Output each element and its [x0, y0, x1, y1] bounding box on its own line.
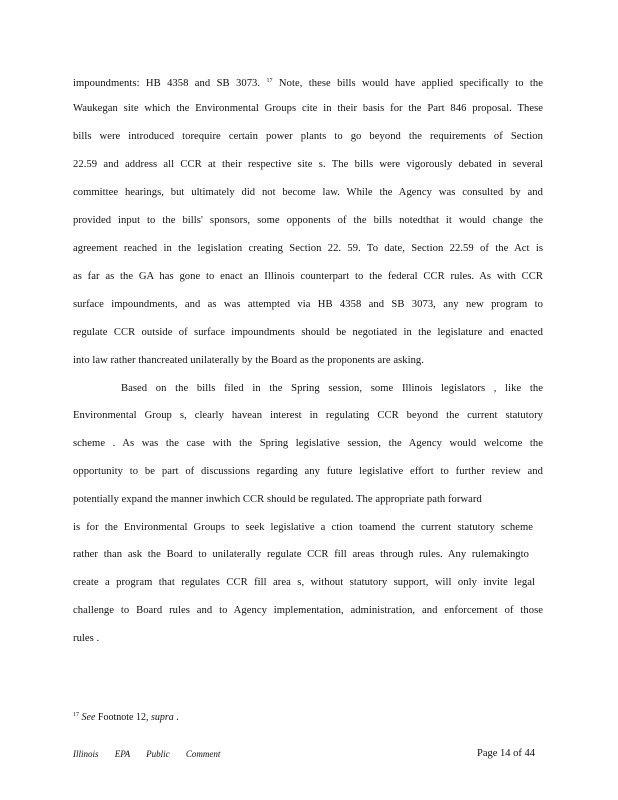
footnote-reference[interactable]: 17	[266, 78, 273, 84]
body-line: committee hearings, but ultimately did not become law. While the Agency was consulted by and	[73, 187, 543, 198]
body-line: bills were introduced torequire certain power plants to go beyond the requirements of Section	[73, 131, 543, 142]
body-line: scheme . As was the case with the Spring legislative session, the Agency would welcome the	[73, 438, 543, 449]
body-line: is for the Environmental Groups to seek legislative a ction toamend the current statutory scheme	[73, 522, 533, 533]
body-text: Note, these bills would have applied specifically to the	[278, 78, 544, 89]
body-line: Environmental Group s, clearly havean interest in regulating CCR beyond the current statutory	[73, 410, 543, 421]
body-line: as far as the GA has gone to enact an Illinois counterpart to the federal CCR rules. As with CCR	[73, 271, 543, 282]
footnote-supra: supra	[150, 712, 174, 723]
body-line: agreement reached in the legislation creating Section 22. 59. To date, Section 22.59 of the Act is	[73, 243, 543, 254]
body-line	[73, 74, 543, 91]
body-line: 22.59 and address all CCR at their respective site s. The bills were vigorously debated in several	[73, 159, 543, 170]
body-line: create a program that regulates CCR fill area s, without statutory support, will only invite legal	[73, 577, 535, 588]
page-number: Page 14 of 44	[477, 748, 536, 759]
body-line: potentially expand the manner inwhich CCR should be regulated. The appropriate path forward	[73, 494, 482, 505]
body-line: regulate CCR outside of surface impoundments should be negotiated in the legislature and enacted	[73, 327, 543, 338]
footnote-marker: 17	[73, 712, 79, 718]
body-line: Based on the bills filed in the Spring session, some Illinois legislators , like the	[121, 383, 543, 394]
body-line: challenge to Board rules and to Agency implementation, administration, and enforcement of those	[73, 605, 543, 616]
body-line: into law rather thancreated unilaterally by the Board as the proponents are asking.	[73, 355, 424, 366]
body-line: surface impoundments, and as was attempted via HB 4358 and SB 3073, any new program to	[73, 299, 543, 310]
footnote-see: See	[81, 712, 96, 723]
footnote-text: Footnote 12,	[97, 712, 149, 723]
body-line: provided input to the bills' sponsors, some opponents of the bills notedthat it would change the	[73, 215, 543, 226]
body-text: impoundments: HB 4358 and SB 3073.	[73, 78, 261, 89]
footnote	[73, 712, 179, 723]
body-line: rules .	[73, 633, 100, 644]
body-line: Waukegan site which the Environmental Groups cite in their basis for the Part 846 proposal. These	[73, 103, 543, 114]
footnote-end: .	[176, 712, 179, 723]
body-line: rather than ask the Board to unilaterally regulate CCR fill areas through rules. Any rulemakingto	[73, 549, 529, 560]
footer-source: Illinois EPA Public Comment	[73, 749, 221, 759]
body-line: opportunity to be part of discussions regarding any future legislative effort to further review and	[73, 466, 543, 477]
